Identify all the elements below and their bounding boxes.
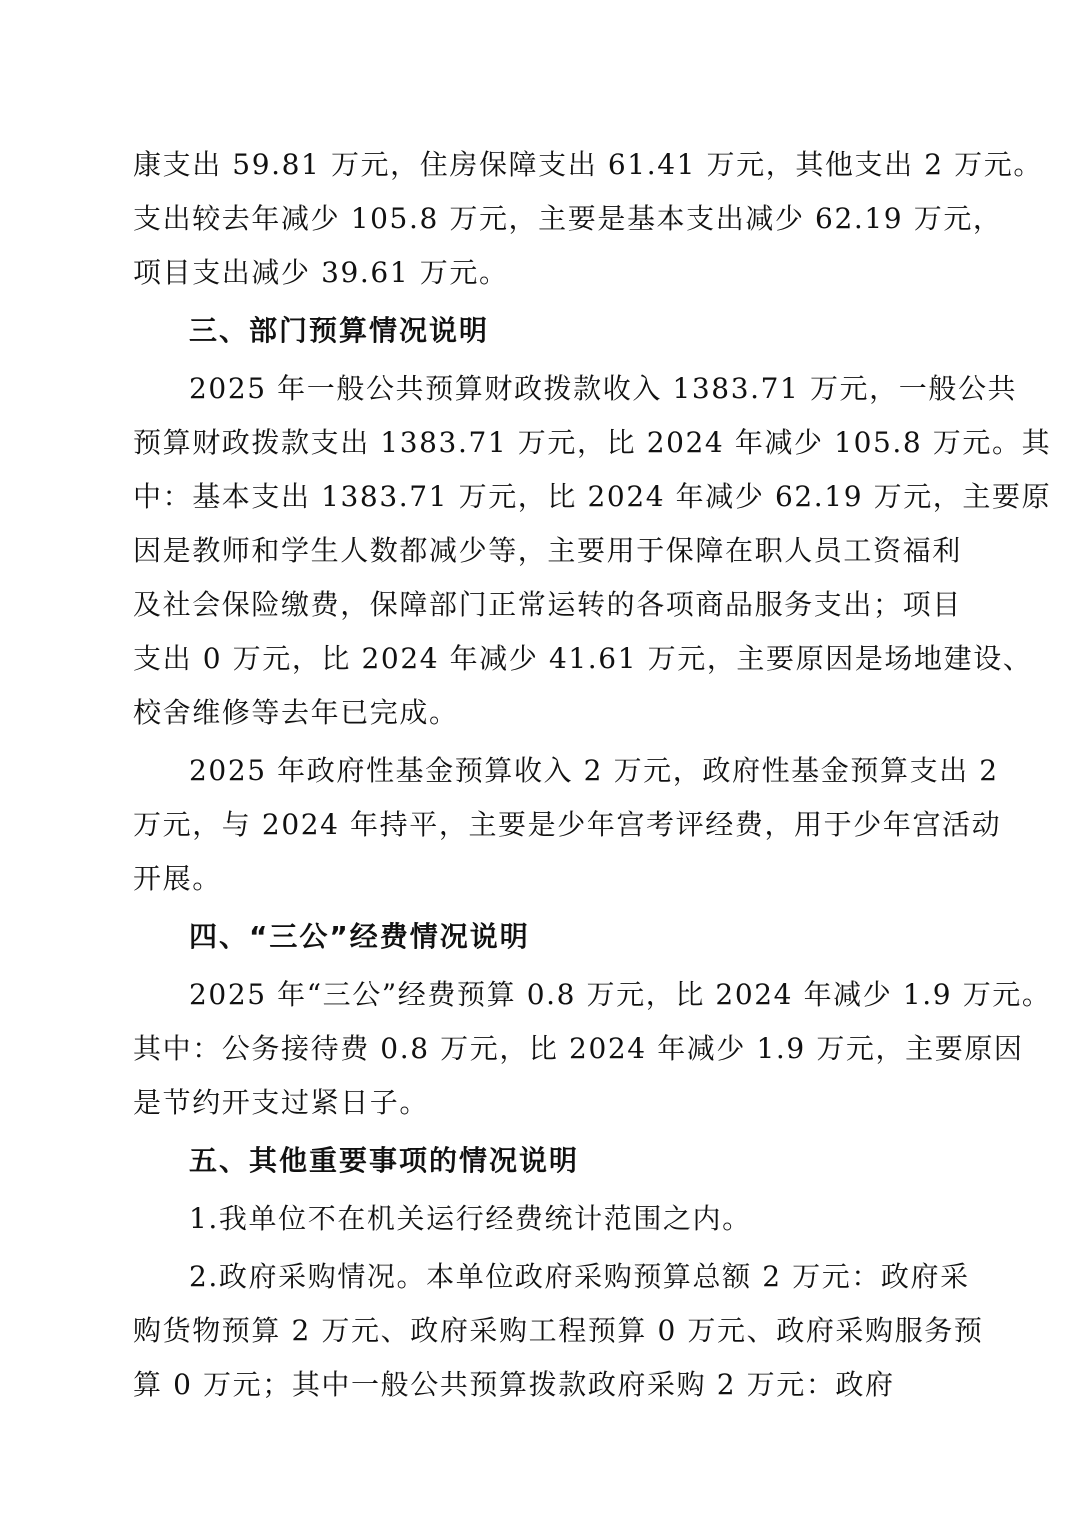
s3p1-line-7: 校舍维修等去年已完成。 bbox=[133, 696, 459, 729]
s3p1-line-2: 预算财政拨款支出 1383.71 万元，比 2024 年减少 105.8 万元。其 bbox=[133, 426, 1052, 459]
s3p2-line-3: 开展。 bbox=[133, 862, 222, 895]
s5i2-line-3: 算 0 万元；其中一般公共预算拨款政府采购 2 万元：政府 bbox=[133, 1368, 895, 1401]
section-5-item-1 bbox=[133, 1192, 945, 1246]
section-5-heading: 五、其他重要事项的情况说明 bbox=[189, 1144, 580, 1177]
section-5-item-2 bbox=[133, 1250, 984, 1412]
intro-line-1: 康支出 59.81 万元，住房保障支出 61.41 万元，其他支出 2 万元。 bbox=[133, 148, 1043, 181]
s5i1-line-1: 1.我单位不在机关运行经费统计范围之内。 bbox=[189, 1202, 752, 1235]
document-page bbox=[133, 138, 1052, 1412]
intro-line-2: 支出较去年减少 105.8 万元，主要是基本支出减少 62.19 万元， bbox=[133, 202, 1003, 235]
s5i2-line-2: 购货物预算 2 万元、政府采购工程预算 0 万元、政府采购服务预 bbox=[133, 1314, 984, 1347]
intro-line-3: 项目支出减少 39.61 万元。 bbox=[133, 256, 509, 289]
section-3-paragraph-1 bbox=[133, 362, 1052, 740]
s5i2-line-1: 2.政府采购情况。本单位政府采购预算总额 2 万元：政府采 bbox=[189, 1260, 970, 1293]
s3p2-line-2: 万元，与 2024 年持平，主要是少年宫考评经费，用于少年宫活动 bbox=[133, 808, 1002, 841]
s4p1-line-1: 2025 年“三公”经费预算 0.8 万元，比 2024 年减少 1.9 万元。 bbox=[189, 978, 1052, 1011]
section-4-heading: 四、“三公”经费情况说明 bbox=[189, 920, 530, 953]
section-3-heading: 三、部门预算情况说明 bbox=[189, 314, 490, 347]
s3p2-line-1: 2025 年政府性基金预算收入 2 万元，政府性基金预算支出 2 bbox=[189, 754, 999, 787]
s4p1-line-2: 其中：公务接待费 0.8 万元，比 2024 年减少 1.9 万元，主要原因 bbox=[133, 1032, 1024, 1065]
s4p1-line-3: 是节约开支过紧日子。 bbox=[133, 1086, 430, 1119]
s3p1-line-1: 2025 年一般公共预算财政拨款收入 1383.71 万元，一般公共 bbox=[189, 372, 1018, 405]
section-3-paragraph-2 bbox=[133, 744, 1002, 906]
s3p1-line-6: 支出 0 万元，比 2024 年减少 41.61 万元，主要原因是场地建设、 bbox=[133, 642, 1033, 675]
s3p1-line-4: 因是教师和学生人数都减少等，主要用于保障在职人员工资福利 bbox=[133, 534, 962, 567]
s3p1-line-5: 及社会保险缴费，保障部门正常运转的各项商品服务支出；项目 bbox=[133, 588, 962, 621]
intro-paragraph bbox=[133, 138, 1043, 300]
section-4-paragraph-1 bbox=[133, 968, 1052, 1130]
s3p1-line-3: 中：基本支出 1383.71 万元，比 2024 年减少 62.19 万元，主要原 bbox=[133, 480, 1052, 513]
